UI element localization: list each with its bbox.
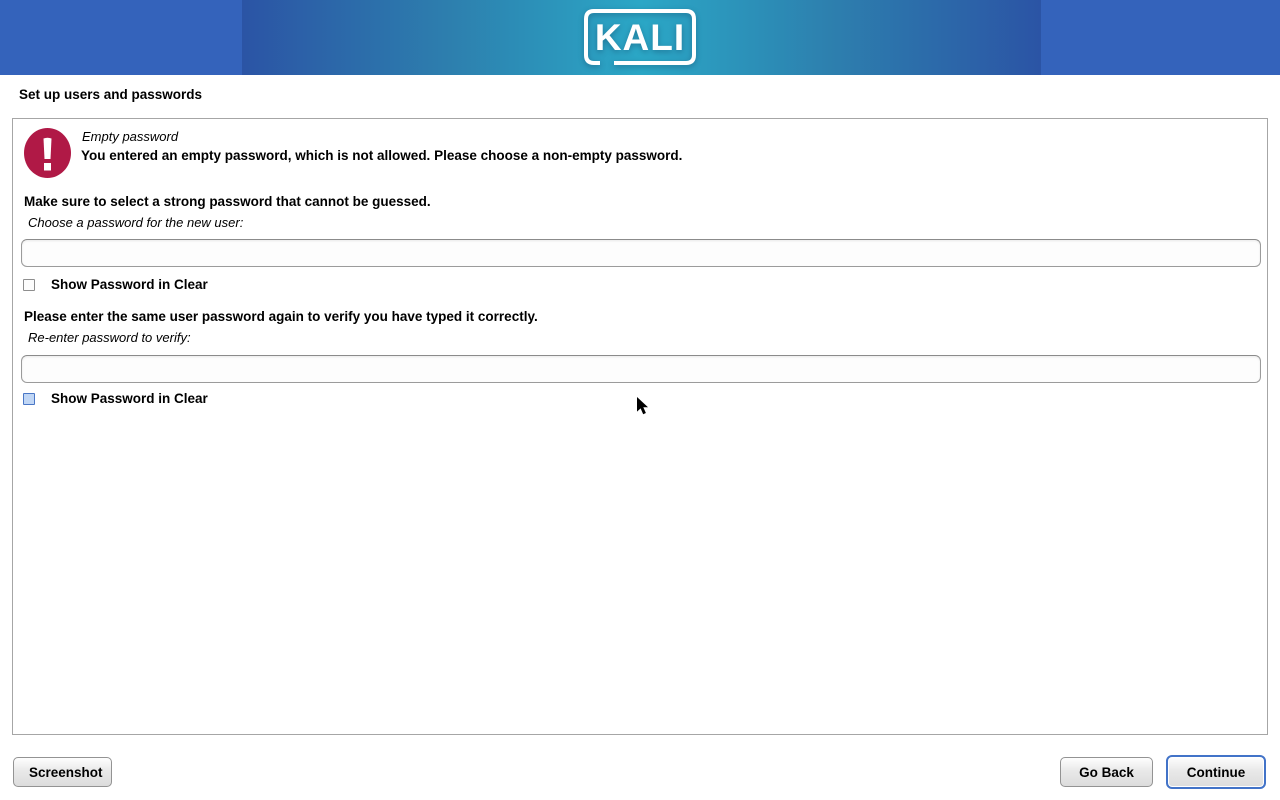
error-icon bbox=[24, 128, 71, 178]
page-title: Set up users and passwords bbox=[19, 87, 203, 102]
show-password-checkbox-2[interactable] bbox=[23, 393, 35, 405]
go-back-button[interactable]: Go Back bbox=[1060, 757, 1153, 787]
verify-password-input[interactable] bbox=[21, 355, 1261, 383]
show-password-checkbox-1[interactable] bbox=[23, 279, 35, 291]
screenshot-button[interactable]: Screenshot bbox=[13, 757, 112, 787]
password-input[interactable] bbox=[21, 239, 1261, 267]
main-content-frame bbox=[12, 118, 1268, 735]
continue-button[interactable]: Continue bbox=[1166, 755, 1266, 789]
show-password-label-2[interactable]: Show Password in Clear bbox=[51, 391, 208, 406]
kali-logo-text: KALI bbox=[594, 17, 686, 58]
password-strength-heading: Make sure to select a strong password that cannot be guessed. bbox=[24, 194, 431, 209]
error-title: Empty password bbox=[82, 129, 179, 144]
kali-logo bbox=[582, 7, 698, 67]
verify-field-label: Re-enter password to verify: bbox=[28, 330, 191, 345]
mouse-cursor bbox=[637, 397, 649, 415]
password-field-label: Choose a password for the new user: bbox=[28, 215, 244, 230]
verify-password-heading: Please enter the same user password again to verify you have typed it correctly. bbox=[24, 309, 538, 324]
show-password-label-1[interactable]: Show Password in Clear bbox=[51, 277, 208, 292]
top-banner bbox=[0, 0, 1280, 75]
error-message: You entered an empty password, which is not allowed. Please choose a non-empty password. bbox=[81, 148, 683, 163]
